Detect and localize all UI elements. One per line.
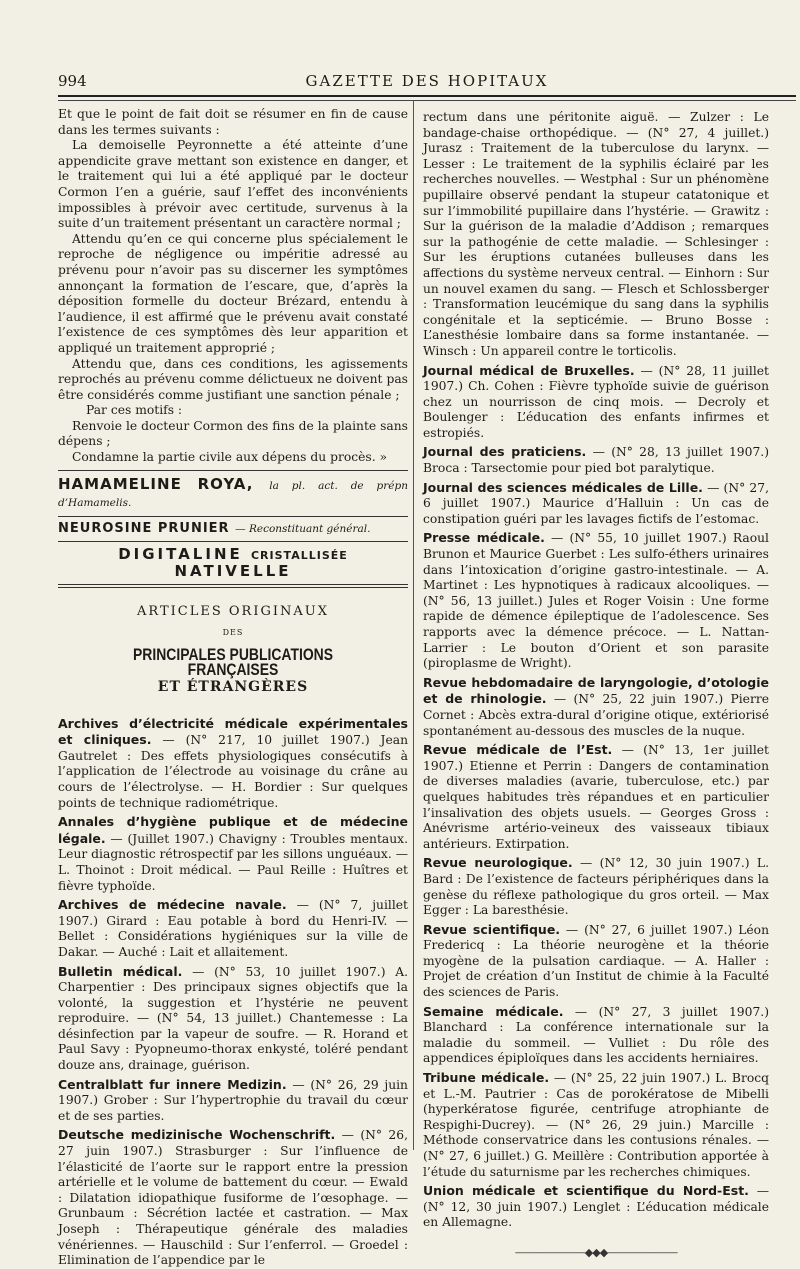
- ad-digitaline-a: DIGITALINE: [118, 545, 243, 564]
- publication-contents: — (N° 55, 10 juillet 1907.) Raoul Brunon et Maurice Guerbet : Les sulfo-éthers urinaires dans l’intoxication d’origine gastro-intestinale. — A. Martinet : Les hypnotiques à radicaux alcooliques. — (N° 56, 13 juillet.) Jules et Roger Voisin : Une forme rapide de démence épileptique de l’adolescence. Ses rapports avec la démence précoce. — L. Nattan-Larrier : Le bouton d’Orient et son parasite (piroplasme de Wright).: [423, 531, 769, 671]
- left-column: [58, 107, 408, 1269]
- publication-title: Journal des sciences médicales de Lille.: [423, 479, 703, 495]
- publication-entry: [423, 444, 769, 476]
- publication-title: Presse médicale.: [423, 530, 545, 546]
- section-subheading: ET ÉTRANGÈRES: [157, 679, 309, 695]
- section-title: ARTICLES ORIGINAUX: [137, 603, 329, 619]
- publication-entry: [423, 855, 769, 918]
- publication-title: Union médicale et scientifique du Nord-Est.: [423, 1183, 749, 1199]
- publication-contents: — (N° 27, 6 juillet 1907.) Maurice d’Halluin : Un cas de constipation guéri par les lavages fictifs de l’estomac.: [423, 480, 769, 526]
- divider: [58, 516, 408, 517]
- publication-entry: [423, 110, 769, 360]
- publication-entry: [58, 964, 408, 1074]
- paragraph: Renvoie le docteur Cormon des fins de la plainte sans dépens ;: [58, 418, 408, 449]
- publication-contents: — (N° 25, 22 juin 1907.) L. Brocq et L.-M. Pautrier : Cas de porokératose de Mibelli (hyperkératose figurée, centrifuge atrophiante de Respighi-Ducrey). — (N° 26, 29 juin.) Marcille : Méthode conservatrice dans les contusions rénales. — (N° 27, 6 juillet.) G. Meillère : Contribution apportée à l’étude du saturnisme par les recherches chimiques.: [423, 1071, 769, 1179]
- ad-hamameline-name: HAMAMELINE ROYA,: [58, 474, 254, 493]
- ad-hamameline-note: la pl. act. de prépn d’Hamamelis.: [58, 479, 408, 510]
- publication-title: Tribune médicale.: [423, 1070, 550, 1086]
- ad-digitaline-b: CRISTALLISÉE: [250, 549, 348, 563]
- publication-title: Semaine médicale.: [423, 1003, 564, 1019]
- publication-title: Revue hebdomadaire de laryngologie, d’otologie et de rhinologie.: [423, 674, 769, 707]
- section-main-heading: PRINCIPALES PUBLICATIONS FRANÇAISES: [132, 644, 334, 680]
- ad-hamameline: [58, 474, 408, 512]
- paragraph: Par ces motifs :: [86, 403, 183, 418]
- ad-digitaline: [58, 547, 408, 579]
- section-des: DES: [222, 628, 244, 638]
- publication-entry: [423, 675, 769, 739]
- right-column: [423, 107, 769, 1261]
- page-number: 994: [58, 72, 87, 90]
- header-rule-thin: [58, 100, 796, 101]
- publication-contents: — (N° 12, 30 juin 1907.) L. Bard : De l’existence de facteurs périphériques dans la genèse du réflexe pathologique du gros orteil. — Max Egger : La baresthésie.: [423, 856, 769, 918]
- publication-contents: — (N° 27, 6 juillet 1907.) Léon Fredericq : La théorie neurogène et la théorie myogène de la pulsation cardiaque. — A. Haller : Projet de création d’un Institut de chimie à la Faculté des sciences de Paris.: [423, 922, 769, 1000]
- right-entries: [423, 110, 769, 1231]
- paragraph: Condamne la partie civile aux dépens du procès. »: [72, 450, 388, 465]
- left-entries: [58, 716, 408, 1269]
- publication-entry: [423, 480, 769, 528]
- divider: [58, 541, 408, 542]
- publication-title: Archives d’électricité médicale expérimentales et cliniques.: [58, 715, 408, 748]
- publication-entry: [423, 1004, 769, 1067]
- ad-neurosine: [58, 521, 408, 538]
- column-divider: [413, 100, 414, 1150]
- publication-contents: — (N° 27, 3 juillet 1907.) Blanchard : La conférence internationale sur la maladie du sommeil. — Vulliet : Du rôle des appendices épiploïques dans les accidents herniaires.: [423, 1004, 769, 1066]
- publication-title: Journal des praticiens.: [423, 444, 587, 460]
- publication-contents: rectum dans une péritonite aiguë. — Zulzer : Le bandage-chaise orthopédique. — (N° 27, 4 juillet.) Jurasz : Traitement de la tuberculose du larynx. — Lesser : Le traitement de la syphilis éclairé par les recherches nouvelles. — Westphal : Sur un phénomène pupillaire observé pendant la stupeur catatonique et sur l’immobilité pupillaire dans l’hystérie. — Grawitz : Sur la guérison de la maladie d’Addison ; remarques sur la pathogénie de cette maladie. — Schlesinger : Sur les éruptions cutanées bulleuses dans les affections du système nerveux central. — Einhorn : Sur un nouvel examen du sang. — Flesch et Schlossberger : Transformation leucémique du sang dans la syphilis congénitale et la septicémie. — Bruno Bosse : L’anesthésie lombaire dans sa forme instantanée. — Winsch : Un appareil contre le torticolis.: [423, 110, 769, 358]
- publication-title: Annales d’hygiène publique et de médecine légale.: [58, 814, 408, 846]
- publication-entry: [423, 1070, 769, 1180]
- publication-contents: — (N° 28, 11 juillet 1907.) Ch. Cohen : Fièvre typhoïde suivie de guérison chez un nourrisson de cinq mois. — Decroly et Boulenger : L’éducation des enfants infirmes et estropiés.: [423, 363, 769, 440]
- publication-contents: — (N° 12, 30 juin 1907.) Lenglet : L’éducation médicale en Allemagne.: [423, 1184, 769, 1230]
- end-ornament: ———————◆◆◆———————: [514, 1245, 678, 1259]
- publication-entry: [423, 530, 769, 671]
- publication-contents: — (N° 53, 10 juillet 1907.) A. Charpentier : Des principaux signes objectifs que la volonté, la suggestion et l’hystérie ne peuvent reproduire. — (N° 54, 13 juillet.) Chantemesse : La désinfection par la vapeur de soufre. — R. Horand et Paul Savy : Pyopneumo-thorax enkysté, toléré pendant douze ans, drainage, guérison.: [58, 964, 408, 1073]
- publication-entry: [58, 716, 408, 812]
- paragraph: Attendu qu’en ce qui concerne plus spécialement le reproche de négligence ou impéritie adressé au prévenu pour n’avoir pas su discerner les symptômes annonçant la formation de l’escare, que, d’après la déposition formelle du docteur Brézard, entendu à l’audience, il est affirmé que le prévenu avait constaté l’existence de ces symptômes dès leur apparition et appliqué un traitement approprié ;: [58, 231, 408, 355]
- publication-entry: [423, 363, 769, 442]
- publication-title: Deutsche medizinische Wochenschrift.: [58, 1127, 336, 1143]
- publication-title: Archives de médecine navale.: [58, 897, 287, 913]
- publication-entry: [423, 922, 769, 1001]
- page-header: [58, 70, 796, 92]
- publication-contents: — (N° 7, juillet 1907.) Girard : Eau potable à bord du Henri-IV. — Bellet : Considérations hygiéniques sur la ville de Dakar. — Auché : Lait et allaitement.: [58, 898, 408, 959]
- publication-entry: [423, 1183, 769, 1231]
- publication-entry: [58, 814, 408, 894]
- publication-title: Journal médical de Bruxelles.: [423, 362, 635, 378]
- publication-contents: — (N° 13, 1er juillet 1907.) Etienne et Perrin : Dangers de contamination de diverses maladies (avarie, tuberculose, etc.) par quelques habitudes très répandues et en particulier l’insalivation des objets usuels. — Georges Gross : Anévrisme artério-veineux des vaisseaux tibiaux antérieurs. Extirpation.: [423, 743, 769, 851]
- publication-contents: — (N° 25, 22 juin 1907.) Pierre Cornet : Abcès extra-dural d’origine otique, extériorisé spontanément au-dessous des muscles de la nuque.: [423, 692, 769, 738]
- publication-title: Bulletin médical.: [58, 963, 183, 979]
- publication-entry: [58, 897, 408, 960]
- publication-contents: — (Juillet 1907.) Chavigny : Troubles mentaux. Leur diagnostic rétrospectif par les sillons unguéaux. — L. Thoinot : Droit médical. — Paul Reille : Huîtres et fièvre typhoïde.: [58, 831, 408, 893]
- publication-title: Revue médicale de l’Est.: [423, 742, 613, 758]
- publication-entry: [423, 742, 769, 852]
- publication-contents: — (N° 26, 29 juin 1907.) Grober : Sur l’hypertrophie du travail du cœur et de ses parties.: [58, 1077, 408, 1123]
- publication-entry: [58, 1077, 408, 1125]
- publication-title: Revue scientifique.: [423, 921, 561, 937]
- publication-contents: — (N° 26, 27 juin 1907.) Strasburger : Sur l’influence de l’élasticité de l’aorte sur le rapport entre la pression artérielle et le volume de battement du cœur. — Ewald : Dilatation idiopathique fusiforme de l’œsophage. — Grunbaum : Sécrétion lactée et castration. — Max Joseph : Thérapeutique générale des maladies vénériennes. — Hauschild : Sur l’enferrol. — Groedel : Elimination de l’appendice par le: [58, 1128, 408, 1268]
- double-divider: [58, 584, 408, 588]
- divider: [58, 470, 408, 471]
- ad-neurosine-name: NEUROSINE PRUNIER: [58, 520, 230, 536]
- ad-digitaline-c: NATIVELLE: [174, 562, 292, 581]
- ad-neurosine-note: — Reconstituant général.: [235, 522, 371, 535]
- paragraph: Attendu que, dans ces conditions, les agissements reprochés au prévenu comme délictueux ne doivent pas être considérés comme justifiant une sanction pénale ;: [58, 356, 408, 402]
- header-rule: [58, 95, 796, 97]
- publication-title: Revue neurologique.: [423, 855, 573, 871]
- paragraph: La demoiselle Peyronnette a été atteinte d’une appendicite grave mettant son existence en danger, et le traitement qui lui a été appliqué par le docteur Cormon l’en a guérie, sauf l’effet des inconvénients impossibles à prévoir avec certitude, survenus à la suite d’un traitement présentant un caractère normal ;: [58, 138, 408, 231]
- publication-title: Centralblatt fur innere Medizin.: [58, 1076, 287, 1092]
- journal-title: GAZETTE DES HOPITAUX: [305, 72, 549, 90]
- paragraph: Et que le point de fait doit se résumer en fin de cause dans les termes suivants :: [58, 107, 408, 137]
- publication-contents: — (N° 28, 13 juillet 1907.) Broca : Tarsectomie pour pied bot paralytique.: [423, 445, 769, 476]
- publication-entry: [58, 1127, 408, 1268]
- publication-contents: — (N° 217, 10 juillet 1907.) Jean Gautrelet : Des effets physiologiques consécutifs à l’application de l’électrode au voisinage du crâne au cours de l’électrolyse. — H. Bordier : Sur quelques points de technique radiométrique.: [58, 733, 408, 810]
